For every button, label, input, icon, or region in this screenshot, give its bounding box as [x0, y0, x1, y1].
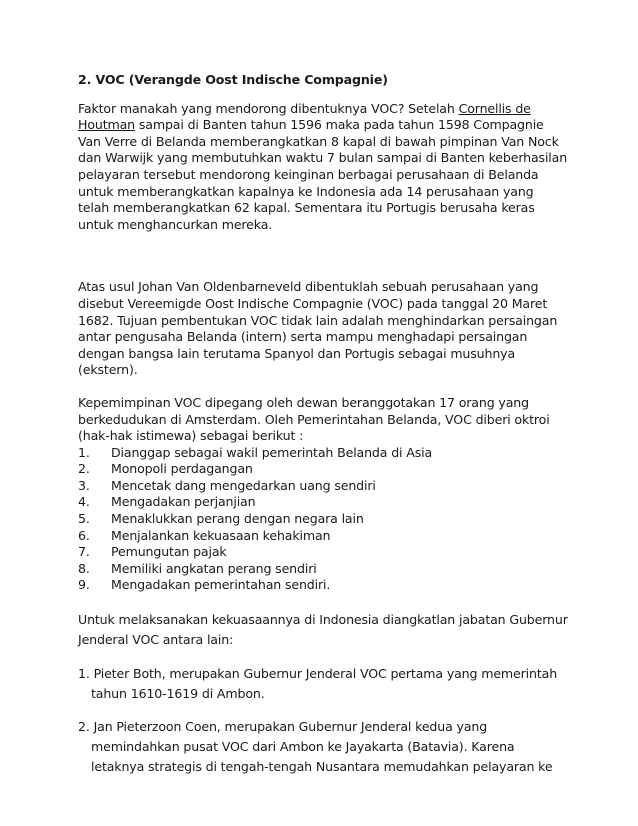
list-item-text: Mencetak dang mengedarkan uang sendiri [111, 477, 376, 493]
governors-list [78, 664, 568, 777]
rights-list [78, 445, 568, 594]
paragraph-text: sampai di Banten tahun 1596 maka pada tahun 1598 Compagnie Van Verre di Belanda memberangkatkan 8 kapal di bawah pimpinan Van Nock dan Warwijk yang membutuhkan waktu 7 bulan sampai di Banten keberhasilan pelayaran tersebut mendorong keinginan berbagai perusahaan di Belanda untuk memberangkatkan kapalnya ke Indonesia ada 14 perusahaan yang telah memberangkatkan 62 kapal. Sementara itu Portugis berusaha keras untuk menghancurkan mereka. [78, 117, 568, 232]
list-item [78, 461, 568, 478]
list-item [78, 494, 568, 511]
list-item-number: 1. [78, 444, 90, 460]
list-item [78, 544, 568, 561]
list-item-text: Dianggap sebagai wakil pemerintah Belanda di Asia [111, 444, 433, 460]
paragraph-voc-founding: Atas usul Johan Van Oldenbarneveld dibentuklah sebuah perusahaan yang disebut Vereemigde Oost Indische Compagnie (VOC) pada tanggal 20 Maret 1682. Tujuan pembentukan VOC tidak lain adalah menghindarkan persaingan antar pengusaha Belanda (intern) serta mampu menghadapi persaingan dengan bangsa lain terutama Spanyol dan Portugis sebagai musuhnya (ekstern). [78, 279, 558, 378]
list-item-text: Menjalankan kekuasaan kehakiman [111, 527, 331, 543]
list-item [78, 577, 568, 594]
list-item-number: 6. [78, 527, 90, 543]
list-item-number: 3. [78, 477, 90, 493]
list-item-number: 9. [78, 577, 90, 593]
list-item-text: Memiliki angkatan perang sendiri [111, 560, 317, 576]
paragraph-voc-origin [78, 101, 568, 234]
houtman-link[interactable]: Cornellis de Houtman [78, 100, 531, 133]
list-item-number: 8. [78, 560, 90, 576]
list-item-text: Menaklukkan perang dengan negara lain [111, 511, 364, 527]
list-item [78, 445, 568, 462]
list-item-number: 2. [78, 461, 90, 477]
list-item [78, 561, 568, 578]
list-item-number: 5. [78, 511, 90, 527]
list-item-text: Pemungutan pajak [111, 544, 227, 560]
governor-item: 1. Pieter Both, merupakan Gubernur Jenderal VOC pertama yang memerintah tahun 1610-1619 di Ambon. [78, 666, 558, 702]
list-item-text: Mengadakan perjanjian [111, 494, 256, 510]
list-item [78, 511, 568, 528]
list-item [78, 478, 568, 495]
section-heading: 2. VOC (Verangde Oost Indische Compagnie) [78, 72, 388, 87]
list-item-text: Monopoli perdagangan [111, 461, 253, 477]
governor-item: 2. Jan Pieterzoon Coen, merupakan Gubernur Jenderal kedua yang memindahkan pusat VOC dari Ambon ke Jayakarta (Batavia). Karena letaknya strategis di tengah-tengah Nusantara memudahkan pelayaran ke [78, 719, 553, 775]
list-item-text: Mengadakan pemerintahan sendiri. [111, 577, 331, 593]
list-item-number: 7. [78, 544, 90, 560]
paragraph-governors-intro: Untuk melaksanakan kekuasaannya di Indonesia diangkatlan jabatan Gubernur Jenderal VOC antara lain: [78, 612, 568, 648]
list-item [78, 528, 568, 545]
paragraph-voc-leadership: Kepemimpinan VOC dipegang oleh dewan beranggotakan 17 orang yang berkedudukan di Amsterdam. Oleh Pemerintahan Belanda, VOC diberi oktroi (hak-hak istimewa) sebagai berikut : [78, 394, 550, 444]
list-item-number: 4. [78, 494, 90, 510]
paragraph-text: Faktor manakah yang mendorong dibentuknya VOC? Setelah [78, 100, 459, 116]
